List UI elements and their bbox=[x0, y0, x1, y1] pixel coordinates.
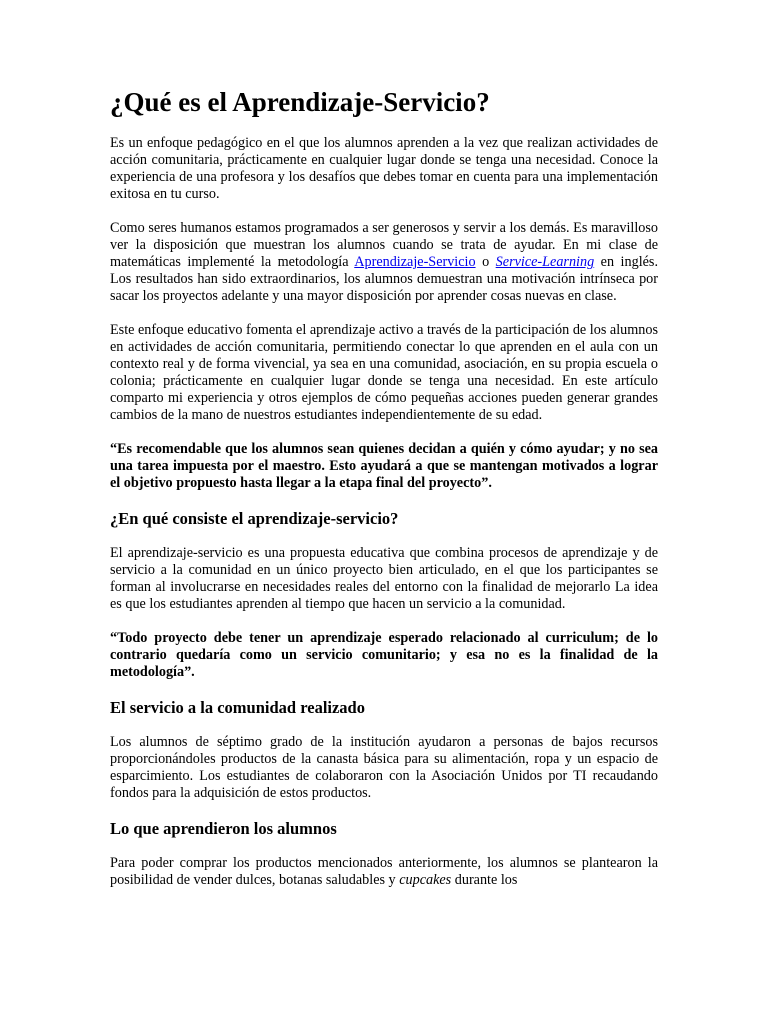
service-learning-link[interactable] bbox=[496, 254, 595, 270]
paragraph-learned bbox=[110, 855, 658, 889]
paragraph-text: Como seres humanos estamos programados a ser generosos y servir a los demás. Es maravilloso ver la disposición que muestran los alumnos cuando se trata de ayudar. En mi clase de matemáticas implementé la metodología bbox=[110, 220, 658, 271]
paragraph-text: durante los bbox=[451, 871, 518, 888]
section-heading-service: El servicio a la comunidad realizado bbox=[110, 698, 365, 718]
paragraph-text: o bbox=[475, 254, 496, 271]
section-heading-learned: Lo que aprendieron los alumnos bbox=[110, 818, 337, 838]
cupcakes-text: cupcakes bbox=[399, 871, 452, 888]
paragraph-text: en inglés. Los resultados han sido extraordinarios, los alumnos demuestran una motivación intrínseca por sacar los proyectos adelante y una mayor disposición por aprender cosas nuevas en clase. bbox=[110, 254, 658, 305]
paragraph-approach: Este enfoque educativo fomenta el aprendizaje activo a través de la participación de los alumnos en actividades de acción comunitaria, permitiendo conectar lo que aprenden en el aula con un contexto real y de forma vivencial, ya sea en una comunidad, asociación, en su propia escuela o colonia; prácticamente en cualquier lugar donde se tenga una necesidad. En este artículo comparto mi experiencia y otros ejemplos de cómo pequeñas acciones pueden generar grandes cambios de la mano de nuestros estudiantes independientemente de su edad. bbox=[110, 322, 658, 424]
paragraph-methodology bbox=[110, 220, 658, 305]
quote-2: “Todo proyecto debe tener un aprendizaje esperado relacionado al curriculum; de lo contrario quedaría como un servicio comunitario; y esa no es la finalidad de la metodología”. bbox=[110, 630, 658, 681]
aprendizaje-servicio-link[interactable]: Aprendizaje-Servicio bbox=[354, 254, 476, 271]
quote-1: “Es recomendable que los alumnos sean quienes decidan a quién y cómo ayudar; y no sea una tarea impuesta por el maestro. Esto ayudará a que se mantengan motivados a lograr el objetivo propuesto hasta llegar a la etapa final del proyecto”. bbox=[110, 441, 658, 492]
paragraph-definition: El aprendizaje-servicio es una propuesta educativa que combina procesos de aprendizaje y de servicio a la comunidad en un único proyecto bien articulado, en el que los participantes se forman al involucrarse en necesidades reales del entorno con la finalidad de mejorarlo La idea es que los estudiantes aprenden al tiempo que hacen un servicio a la comunidad. bbox=[110, 545, 658, 613]
document-page bbox=[110, 86, 658, 906]
section-heading-what-is: ¿En qué consiste el aprendizaje-servicio? bbox=[110, 509, 399, 529]
page-title: ¿Qué es el Aprendizaje-Servicio? bbox=[110, 87, 490, 117]
paragraph-service: Los alumnos de séptimo grado de la institución ayudaron a personas de bajos recursos proporcionándoles productos de la canasta básica para su alimentación, ropa y un espacio de esparcimiento. Los estudiantes de colaboraron con la Asociación Unidos por TI recaudando fondos para la adquisición de estos productos. bbox=[110, 733, 658, 801]
paragraph-text: Para poder comprar los productos mencionados anteriormente, los alumnos se plantearon la posibilidad de vender dulces, botanas saludables y bbox=[110, 854, 658, 888]
service-learning-link-text[interactable]: Service-Learning bbox=[495, 254, 595, 271]
intro-paragraph: Es un enfoque pedagógico en el que los alumnos aprenden a la vez que realizan actividades de acción comunitaria, prácticamente en cualquier lugar donde se tenga una necesidad. Conoce la experiencia de una profesora y los desafíos que debes tomar en cuenta para una implementación exitosa en tu curso. bbox=[110, 135, 658, 203]
